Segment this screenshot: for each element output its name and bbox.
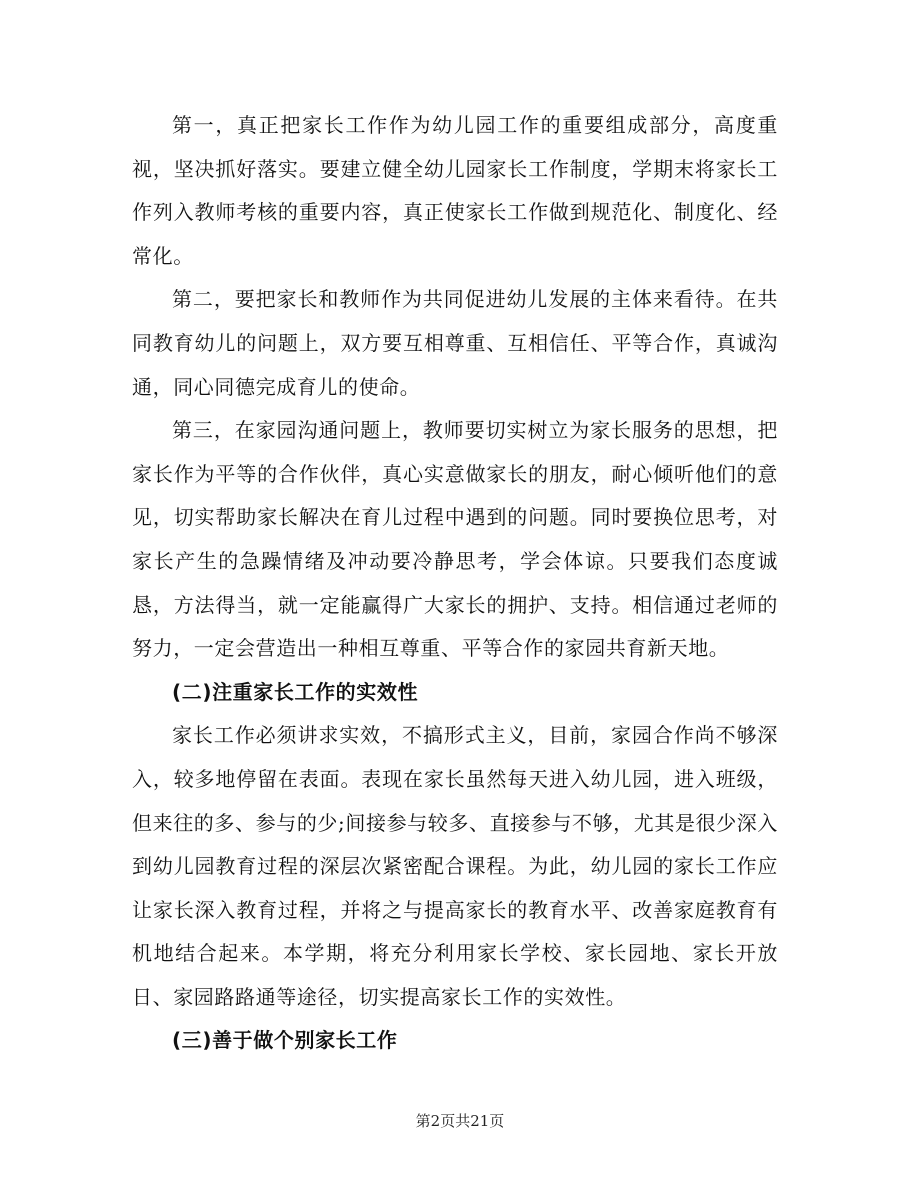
document-body: [132, 104, 778, 1063]
section-heading-individual-parents: (三)善于做个别家长工作: [172, 1028, 398, 1053]
paragraph-third-point: 第三，在家园沟通问题上，教师要切实树立为家长服务的思想，把家长作为平等的合作伙伴，真心实意做家长的朋友，耐心倾听他们的意见，切实帮助家长解决在育儿过程中遇到的问题。同时要换位思考，对家长产生的急躁情绪及冲动要冷静思考，学会体谅。只要我们态度诚恳，方法得当，就一定能赢得广大家长的拥护、支持。相信通过老师的努力，一定会营造出一种相互尊重、平等合作的家园共育新天地。: [132, 418, 778, 661]
page-number-footer: 第2页共21页: [415, 1112, 505, 1130]
paragraph-first-point: 第一，真正把家长工作作为幼儿园工作的重要组成部分，高度重视，坚决抓好落实。要建立健全幼儿园家长工作制度，学期末将家长工作列入教师考核的重要内容，真正使家长工作做到规范化、制度化、经常化。: [132, 113, 778, 268]
section-heading-effectiveness: (二)注重家长工作的实效性: [172, 679, 419, 704]
paragraph-effectiveness: 家长工作必须讲求实效，不搞形式主义，目前，家园合作尚不够深入，较多地停留在表面。表现在家长虽然每天进入幼儿园，进入班级，但来往的多、参与的少;间接参与较多、直接参与不够，尤其是很少深入到幼儿园教育过程的深层次紧密配合课程。为此，幼儿园的家长工作应让家长深入教育过程，并将之与提高家长的教育水平、改善家庭教育有机地结合起来。本学期，将充分利用家长学校、家长园地、家长开放日、家园路路通等途径，切实提高家长工作的实效性。: [132, 723, 778, 1009]
paragraph-second-point: 第二，要把家长和教师作为共同促进幼儿发展的主体来看待。在共同教育幼儿的问题上，双方要互相尊重、互相信任、平等合作，真诚沟通，同心同德完成育儿的使命。: [132, 287, 778, 399]
